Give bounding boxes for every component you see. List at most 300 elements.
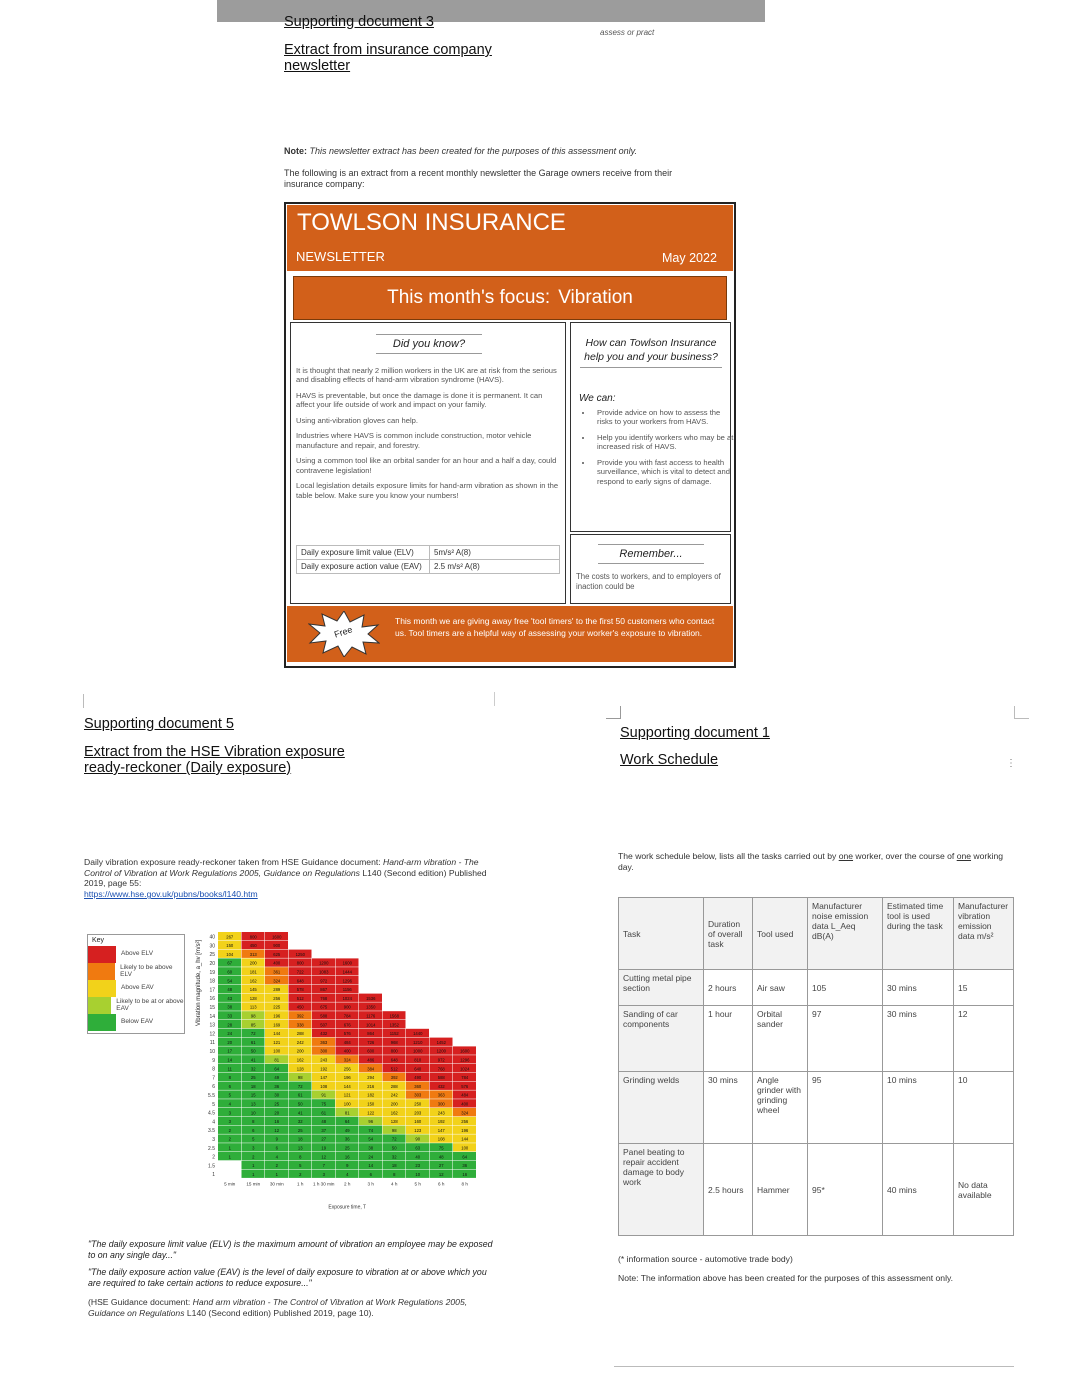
heatmap-cell-value: 256: [461, 1119, 469, 1125]
heatmap-cell-value: 392: [390, 1075, 398, 1081]
heatmap-cell-value: 200: [390, 1101, 398, 1107]
did-you-know-heading: Did you know?: [376, 334, 482, 354]
heatmap-cell-value: 640: [414, 1066, 422, 1072]
y-tick-label: 15: [209, 1005, 215, 1011]
y-tick-label: 2: [212, 1154, 215, 1161]
y-tick-label: 14: [209, 1013, 215, 1020]
table-row: [297, 560, 560, 574]
legend-label: Likely to be above ELV: [120, 963, 173, 978]
heatmap-cell-value: 676: [343, 1022, 351, 1028]
doc1-title: Supporting document 1: [620, 725, 770, 741]
heatmap-cell-value: 625: [273, 951, 281, 957]
heatmap-cell-value: 147: [437, 1127, 445, 1133]
legend-swatch: [88, 1014, 116, 1031]
heatmap-cell-value: 196: [273, 1013, 281, 1019]
heatmap-cell-value: 36: [274, 1083, 280, 1089]
heatmap-cell-value: 28: [227, 1022, 233, 1028]
heatmap-cell-value: 100: [461, 1145, 469, 1151]
y-tick-label: 7: [212, 1075, 215, 1082]
heatmap-cell-value: 512: [390, 1066, 398, 1072]
heatmap-cell-value: 27: [438, 1163, 444, 1169]
table-cell: Hammer: [753, 1144, 808, 1236]
y-tick-label: 1.5: [208, 1163, 215, 1170]
heatmap-cell-value: 196: [461, 1127, 469, 1133]
heatmap-cell-value: 784: [343, 1013, 351, 1019]
heatmap-cell-value: 361: [273, 969, 281, 975]
crop-mark: [606, 706, 621, 719]
heatmap-cell-value: 1444: [342, 969, 352, 975]
y-tick-label: 25: [209, 952, 215, 959]
x-tick-label: 5 min: [224, 1181, 236, 1187]
work-schedule-table: [618, 897, 1014, 1236]
table-cell: 30 mins: [883, 1006, 954, 1072]
heatmap-cell-value: 490: [414, 1075, 422, 1081]
heatmap-cell-value: 324: [273, 978, 281, 984]
heatmap-cell-value: 3: [252, 1145, 255, 1151]
heatmap-cell-value: 1296: [460, 1057, 470, 1063]
y-tick-label: 4: [212, 1119, 215, 1126]
heatmap-cell-value: 576: [461, 1083, 469, 1089]
heatmap-cell-value: 1568: [389, 1013, 399, 1019]
heatmap-cell-value: 64: [274, 1066, 280, 1072]
heatmap-cell-value: 1: [252, 1171, 255, 1177]
table-header-row: [619, 898, 1014, 970]
x-tick-label: 3 h: [367, 1181, 374, 1187]
hse-link[interactable]: https://www.hse.gov.uk/pubns/books/l140.htm: [84, 889, 258, 900]
heatmap-cell-value: 14: [368, 1163, 374, 1169]
heatmap-cell-value: 1350: [366, 1004, 376, 1010]
heatmap-cell-value: 1: [228, 1145, 231, 1151]
heatmap-cell-value: 7: [322, 1163, 325, 1169]
heatmap-cell-value: 32: [391, 1154, 397, 1160]
heatmap-cell-value: 867: [320, 987, 328, 993]
heatmap-cell-value: 128: [390, 1119, 398, 1125]
table-cell: 2.5 m/s² A(8): [430, 560, 560, 574]
heatmap-cell-value: 14: [227, 1057, 233, 1063]
heatmap-cell-value: 50: [391, 1145, 397, 1151]
heatmap-cell-value: 2: [228, 1136, 231, 1142]
heatmap-cell-value: 75: [438, 1145, 444, 1151]
heatmap-cell-value: 54: [227, 978, 233, 984]
table-cell: Daily exposure action value (EAV): [297, 560, 430, 574]
heatmap-cell-value: 3: [228, 1110, 231, 1116]
list-item: • Provide you with fast access to health surveillance, which is vital to detect and respond to early signs of damage.: [593, 458, 737, 486]
heatmap-cell-value: 169: [273, 1022, 281, 1028]
heatmap-cell-value: 85: [250, 1022, 256, 1028]
heatmap-cell-value: 192: [320, 1066, 328, 1072]
doc3-title: Supporting document 3: [284, 14, 434, 30]
heatmap-cell-value: 972: [320, 978, 328, 984]
heatmap-cell-value: 96: [368, 1119, 374, 1125]
heatmap-cell-value: 1: [252, 1163, 255, 1169]
doc5-intro-plain: Daily vibration exposure ready-reckoner taken from HSE Guidance document:: [84, 857, 381, 867]
heatmap-cell-value: 30: [274, 1092, 280, 1098]
table-cell: 40 mins: [883, 1144, 954, 1236]
heatmap-cell-value: 484: [461, 1092, 469, 1098]
divider: [614, 1366, 1014, 1367]
intro-b: worker, over the course of: [855, 851, 955, 861]
heatmap-cell-value: 324: [461, 1110, 469, 1116]
heatmap-cell-value: 6: [228, 1083, 231, 1089]
heatmap-cell-value: 303: [414, 1092, 422, 1098]
we-can-label: We can:: [579, 393, 616, 404]
x-tick-label: 5 h: [414, 1181, 421, 1187]
heatmap-cell-value: 1000: [413, 1048, 423, 1054]
x-tick-label: 15 min: [246, 1181, 261, 1187]
heatmap-cell-value: 722: [296, 969, 304, 975]
heatmap-cell-value: 216: [367, 1083, 375, 1089]
table-row: [619, 1072, 1014, 1144]
doc5-subtitle-line1: Extract from the HSE Vibration exposure: [84, 744, 345, 760]
heatmap-cell-value: 145: [249, 987, 257, 993]
heatmap-cell-value: 726: [367, 1039, 375, 1045]
heatmap-cell-value: 2: [275, 1163, 278, 1169]
heatmap-cell-value: 363: [320, 1039, 328, 1045]
heatmap-cell-value: 41: [297, 1110, 303, 1116]
doc1-subtitle: Work Schedule: [620, 752, 719, 768]
exposure-limits-table: [296, 545, 560, 574]
doc5-subtitle: [84, 744, 345, 776]
list-item: • Help you identify workers who may be at increased risk of HAVS.: [593, 433, 737, 452]
heatmap-cell-value: 162: [390, 1110, 398, 1116]
doc1-note: Note: The information above has been created for the purposes of this assessment only.: [618, 1273, 954, 1283]
heatmap-cell-value: 61: [250, 1039, 256, 1045]
heatmap-cell-value: 20: [227, 1039, 233, 1045]
heatmap-cell-value: 54: [368, 1136, 374, 1142]
heatmap-cell-value: 1: [275, 1171, 278, 1177]
table-cell: No data available: [954, 1144, 1014, 1236]
doc3-note-text: This newsletter extract has been created for the purposes of this assessment only.: [309, 146, 638, 156]
doc3-note: [284, 146, 724, 157]
table-cell: 12: [954, 1006, 1014, 1072]
heatmap-cell-value: 578: [296, 987, 304, 993]
intro-one2: one: [956, 851, 972, 861]
table-cell: 1 hour: [704, 1006, 753, 1072]
heatmap-cell-value: 40: [415, 1154, 421, 1160]
heatmap-cell-value: 243: [320, 1057, 328, 1063]
heatmap-cell-value: 588: [320, 1013, 328, 1019]
x-tick-label: 1 h: [297, 1181, 304, 1187]
y-tick-label: 2.5: [208, 1145, 215, 1152]
heatmap-cell-value: 16: [462, 1171, 468, 1177]
heatmap-cell-value: 12: [438, 1171, 444, 1177]
heatmap-cell-value: 484: [343, 1039, 351, 1045]
legend-swatch: [88, 946, 116, 963]
heatmap-cell-value: 5: [252, 1136, 255, 1142]
heatmap-cell-value: 20: [274, 1110, 280, 1116]
remember-heading: Remember...: [598, 544, 704, 564]
heatmap-cell-value: 181: [249, 969, 257, 975]
heatmap-cell-value: 507: [320, 1022, 328, 1028]
heatmap-cell-value: 162: [296, 1057, 304, 1063]
heatmap-cell-value: 1152: [389, 1031, 399, 1037]
heatmap-cell-value: 256: [273, 995, 281, 1001]
heatmap-cell-value: 8: [252, 1119, 255, 1125]
heatmap-cell-value: 242: [296, 1039, 304, 1045]
heatmap-cell-value: 400: [273, 960, 281, 966]
divider: [83, 694, 84, 708]
table-cell: 30 mins: [883, 970, 954, 1006]
heatmap-cell-value: 3: [322, 1171, 325, 1177]
header-cell: Task: [619, 898, 704, 970]
heatmap-cell-value: 48: [227, 987, 233, 993]
y-tick-label: 6: [212, 1084, 215, 1091]
heatmap-cell-value: 6: [252, 1127, 255, 1133]
x-tick-label: 1 h 30 min: [313, 1181, 335, 1187]
heatmap-cell-value: 12: [274, 1127, 280, 1133]
heatmap-cell-value: 38: [227, 1004, 233, 1010]
heatmap-cell-value: 98: [391, 1127, 397, 1133]
heatmap-cell-value: 18: [391, 1163, 397, 1169]
heatmap-cell-value: 64: [344, 1119, 350, 1125]
heatmap-cell-value: 6: [275, 1145, 278, 1151]
heatmap-cell-value: 432: [320, 1031, 328, 1037]
heatmap-cell-value: 16: [344, 1154, 350, 1160]
newsletter-brand: TOWLSON INSURANCE: [297, 209, 566, 236]
heatmap-cell-value: 38: [368, 1145, 374, 1151]
heatmap-cell-value: 576: [343, 1031, 351, 1037]
heatmap-cell-value: 900: [343, 1004, 351, 1010]
doc5-source: [88, 1297, 496, 1318]
heatmap-cell-value: 256: [343, 1066, 351, 1072]
y-tick-label: 9: [212, 1057, 215, 1064]
heatmap-cell-value: 50: [297, 1101, 303, 1107]
heatmap-cell-value: 784: [461, 1075, 469, 1081]
heatmap-cell-value: 768: [320, 995, 328, 1001]
doc5-subtitle-line2: ready-reckoner (Daily exposure): [84, 760, 292, 776]
y-tick-label: 3: [212, 1137, 215, 1143]
heatmap-cell-value: 384: [367, 1066, 375, 1072]
heatmap-cell-value: 392: [296, 1013, 304, 1019]
heatmap-cell-value: 100: [343, 1101, 351, 1107]
heatmap-cell-value: 192: [437, 1119, 445, 1125]
heatmap-cell-value: 2: [252, 1154, 255, 1160]
table-row: [619, 970, 1014, 1006]
heatmap-cell-value: 23: [415, 1163, 421, 1169]
heatmap-cell-value: 338: [296, 1022, 304, 1028]
heatmap-cell-value: 242: [390, 1092, 398, 1098]
heatmap-cell-value: 10: [250, 1110, 256, 1116]
heatmap-cell-value: 121: [273, 1039, 281, 1045]
y-tick-label: 5: [212, 1101, 215, 1108]
heatmap-cell-value: 72: [391, 1136, 397, 1142]
heatmap-cell-value: 1200: [436, 1048, 446, 1054]
table-row: [619, 1006, 1014, 1072]
y-tick-label: 12: [209, 1031, 215, 1038]
x-axis-label: Exposure time, T: [328, 1204, 367, 1211]
heatmap-cell-value: 123: [414, 1127, 422, 1133]
heatmap-cell-value: 8: [393, 1171, 396, 1177]
table-cell: Grinding welds: [619, 1072, 704, 1144]
ready-reckoner-heatmap: [200, 930, 500, 1220]
heatmap-cell-value: 432: [437, 1083, 445, 1089]
dyk-paragraph: Using a common tool like an orbital sander for an hour and a half a day, could contravene legislation!: [296, 456, 557, 475]
heatmap-cell-value: 13: [250, 1101, 256, 1107]
free-banner-text: This month we are giving away free 'tool timers' to the first 50 customers who contact us. Tool timers are a helpful way of assessing your worker's exposure to vibration.: [395, 616, 715, 639]
heatmap-cell-value: 324: [343, 1057, 351, 1063]
x-tick-label: 4 h: [391, 1181, 398, 1187]
source-plain: (HSE Guidance document:: [88, 1297, 191, 1307]
heatmap-cell-value: 1600: [272, 934, 282, 940]
heatmap-cell-value: 144: [461, 1136, 469, 1142]
heatmap-cell-value: 800: [296, 960, 304, 966]
heatmap-cell-value: 25: [250, 1075, 256, 1081]
heatmap-cell-value: 288: [296, 1031, 304, 1037]
heatmap-cell-value: 250: [414, 1101, 422, 1107]
table-cell: Cutting metal pipe section: [619, 970, 704, 1006]
heatmap-cell-value: 1200: [319, 960, 329, 966]
table-cell: 105: [808, 970, 883, 1006]
heatmap-cell-value: 37: [321, 1127, 327, 1133]
focus-prefix: This month's focus:: [387, 287, 551, 308]
newsletter-date: May 2022: [662, 251, 717, 265]
doc3-intro: The following is an extract from a recent monthly newsletter the Garage owners receive from their insurance company:: [284, 168, 673, 190]
legend-item: [88, 963, 184, 980]
heatmap-cell-value: 4: [275, 1154, 278, 1160]
heatmap-cell-value: 6: [369, 1171, 372, 1177]
heatmap-cell-value: 32: [250, 1066, 256, 1072]
table-cell: 10 mins: [883, 1072, 954, 1144]
table-cell: 97: [808, 1006, 883, 1072]
y-tick-label: 5.5: [208, 1093, 215, 1099]
heatmap-cell-value: 243: [437, 1110, 445, 1116]
x-tick-label: 2 h: [344, 1181, 351, 1187]
y-tick-label: 11: [209, 1040, 215, 1047]
heatmap-cell-value: 900: [273, 943, 281, 949]
header-cell: Duration of overall task: [704, 898, 753, 970]
heatmap-cell-value: 64: [462, 1154, 468, 1160]
dyk-paragraph: Industries where HAVS is common include construction, motor vehicle manufacture and repair, and forestry.: [296, 431, 532, 450]
heatmap-cell-value: 12: [321, 1154, 327, 1160]
heatmap-cell-value: 43: [227, 995, 233, 1001]
heatmap-cell-value: 400: [343, 1048, 351, 1054]
legend-item: [88, 946, 184, 963]
heatmap-cell-value: 144: [343, 1083, 351, 1089]
table-cell: 95*: [808, 1144, 883, 1236]
dyk-paragraph: Local legislation details exposure limits for hand-arm vibration as shown in the table below. Make sure you know your numbers!: [296, 481, 559, 500]
doc3-subtitle-line1: Extract from insurance company: [284, 42, 492, 58]
heatmap-cell-value: 294: [367, 1075, 375, 1081]
heatmap-cell-value: 972: [437, 1057, 445, 1063]
heatmap-cell-value: 1440: [413, 1031, 423, 1037]
table-row: [619, 1144, 1014, 1236]
table-cell: Daily exposure limit value (ELV): [297, 546, 430, 560]
heatmap-cell-value: 2: [228, 1127, 231, 1133]
heatmap-cell-value: 1600: [460, 1048, 470, 1054]
heatmap-cell-value: 450: [296, 1004, 304, 1010]
heatmap-cell-value: 25: [297, 1127, 303, 1133]
heatmap-cell-value: 122: [367, 1110, 375, 1116]
heatmap-cell-value: 289: [273, 987, 281, 993]
legend-items: [88, 946, 184, 1031]
heatmap-cell-value: 360: [414, 1083, 422, 1089]
doc5-title: Supporting document 5: [84, 716, 234, 732]
heatmap-cell-value: 3: [228, 1119, 231, 1125]
x-tick-label: 8 h: [461, 1181, 468, 1187]
heatmap-cell-value: 108: [320, 1083, 328, 1089]
y-tick-label: 19: [209, 969, 215, 976]
heatmap-cell-value: 72: [297, 1083, 303, 1089]
how-help-heading: How can Towlson Insurance help you and your business?: [580, 336, 722, 368]
intro-c: working day.: [618, 851, 1004, 872]
heatmap-cell-value: 150: [226, 943, 234, 949]
heatmap-cell-value: 200: [296, 1048, 304, 1054]
legend-swatch: [88, 980, 116, 997]
header-cell: Manufacturer noise emission data L_Aeq dB(A): [808, 898, 883, 970]
heatmap-cell-value: 1452: [436, 1039, 446, 1045]
legend-label: Below EAV: [121, 1018, 154, 1026]
heatmap-cell-value: 36: [462, 1163, 468, 1169]
newsletter-focus-banner: [293, 276, 727, 320]
source-italic: Hand arm vibration - The Control of Vibration at Work Regulations 2005, Guidance on Regulations: [88, 1297, 468, 1318]
heatmap-cell-value: 75: [321, 1101, 327, 1107]
heatmap-cell-value: 36: [344, 1136, 350, 1142]
header-cell: Manufacturer vibration emission data m/s²: [954, 898, 1014, 970]
legend-item: [88, 1014, 184, 1031]
heatmap-cell-value: 675: [320, 1004, 328, 1010]
y-tick-label: 16: [209, 996, 215, 1003]
heatmap-cell-value: 196: [343, 1075, 351, 1081]
heatmap-cell-value: 33: [227, 1013, 233, 1019]
legend-label: Above ELV: [121, 950, 154, 958]
heatmap-cell-value: 24: [368, 1154, 374, 1160]
table-cell: Sanding of car components: [619, 1006, 704, 1072]
heatmap-cell-value: 648: [390, 1057, 398, 1063]
heatmap-cell-value: 144: [273, 1031, 281, 1037]
heatmap-cell-value: 267: [226, 934, 234, 940]
dyk-paragraph: It is thought that nearly 2 million workers in the UK are at risk from the serious and disabling effects of hand-arm vibration syndrome (HAVS).: [296, 366, 557, 385]
heatmap-cell-value: 147: [320, 1075, 328, 1081]
list-item: • Provide advice on how to assess the risks to your workers from HAVS.: [593, 408, 737, 427]
heatmap-cell-value: 1296: [342, 978, 352, 984]
table-cell: 2 hours: [704, 970, 753, 1006]
y-tick-label: 18: [209, 978, 215, 985]
heatmap-cell-value: 60: [227, 969, 233, 975]
did-you-know-text: [296, 366, 560, 500]
table-cell: 10: [954, 1072, 1014, 1144]
heatmap-cell-value: 768: [437, 1066, 445, 1072]
heatmap-cell-value: 13: [297, 1145, 303, 1151]
eav-quote: "The daily exposure action value (EAV) is the level of daily exposure to vibration at or above which you are required to take certain actions to reduce exposure...": [88, 1267, 487, 1288]
heatmap-cell-value: 74: [368, 1127, 374, 1133]
heatmap-cell-value: 61: [321, 1110, 327, 1116]
heatmap-cell-value: 160: [414, 1119, 422, 1125]
heatmap-cell-value: 18: [250, 1083, 256, 1089]
heatmap-cell-value: 288: [390, 1083, 398, 1089]
heatmap-cell-value: 27: [321, 1136, 327, 1142]
heatmap-cell-value: 61: [297, 1092, 303, 1098]
heatmap-cell-value: 113: [249, 1004, 257, 1010]
heatmap-cell-value: 810: [414, 1057, 422, 1063]
heatmap-cell-value: 1083: [319, 969, 329, 975]
heatmap-cell-value: 48: [321, 1119, 327, 1125]
heatmap-cell-value: 24: [227, 1031, 233, 1037]
y-tick-label: 13: [209, 1022, 215, 1029]
heatmap-cell-value: 1024: [460, 1066, 470, 1072]
heatmap-cell-value: 50: [250, 1048, 256, 1054]
newsletter-label: NEWSLETTER: [296, 249, 385, 264]
heatmap-cell-value: 49: [344, 1127, 350, 1133]
divider: [494, 692, 495, 706]
heatmap-cell-value: 588: [437, 1075, 445, 1081]
how-help-list: [579, 408, 737, 492]
heatmap-cell-value: 648: [296, 978, 304, 984]
table-row: [297, 546, 560, 560]
heatmap-cell-value: 8: [299, 1154, 302, 1160]
heatmap-cell-value: 90: [415, 1136, 421, 1142]
heatmap-cell-value: 18: [297, 1136, 303, 1142]
legend-swatch: [88, 997, 111, 1014]
